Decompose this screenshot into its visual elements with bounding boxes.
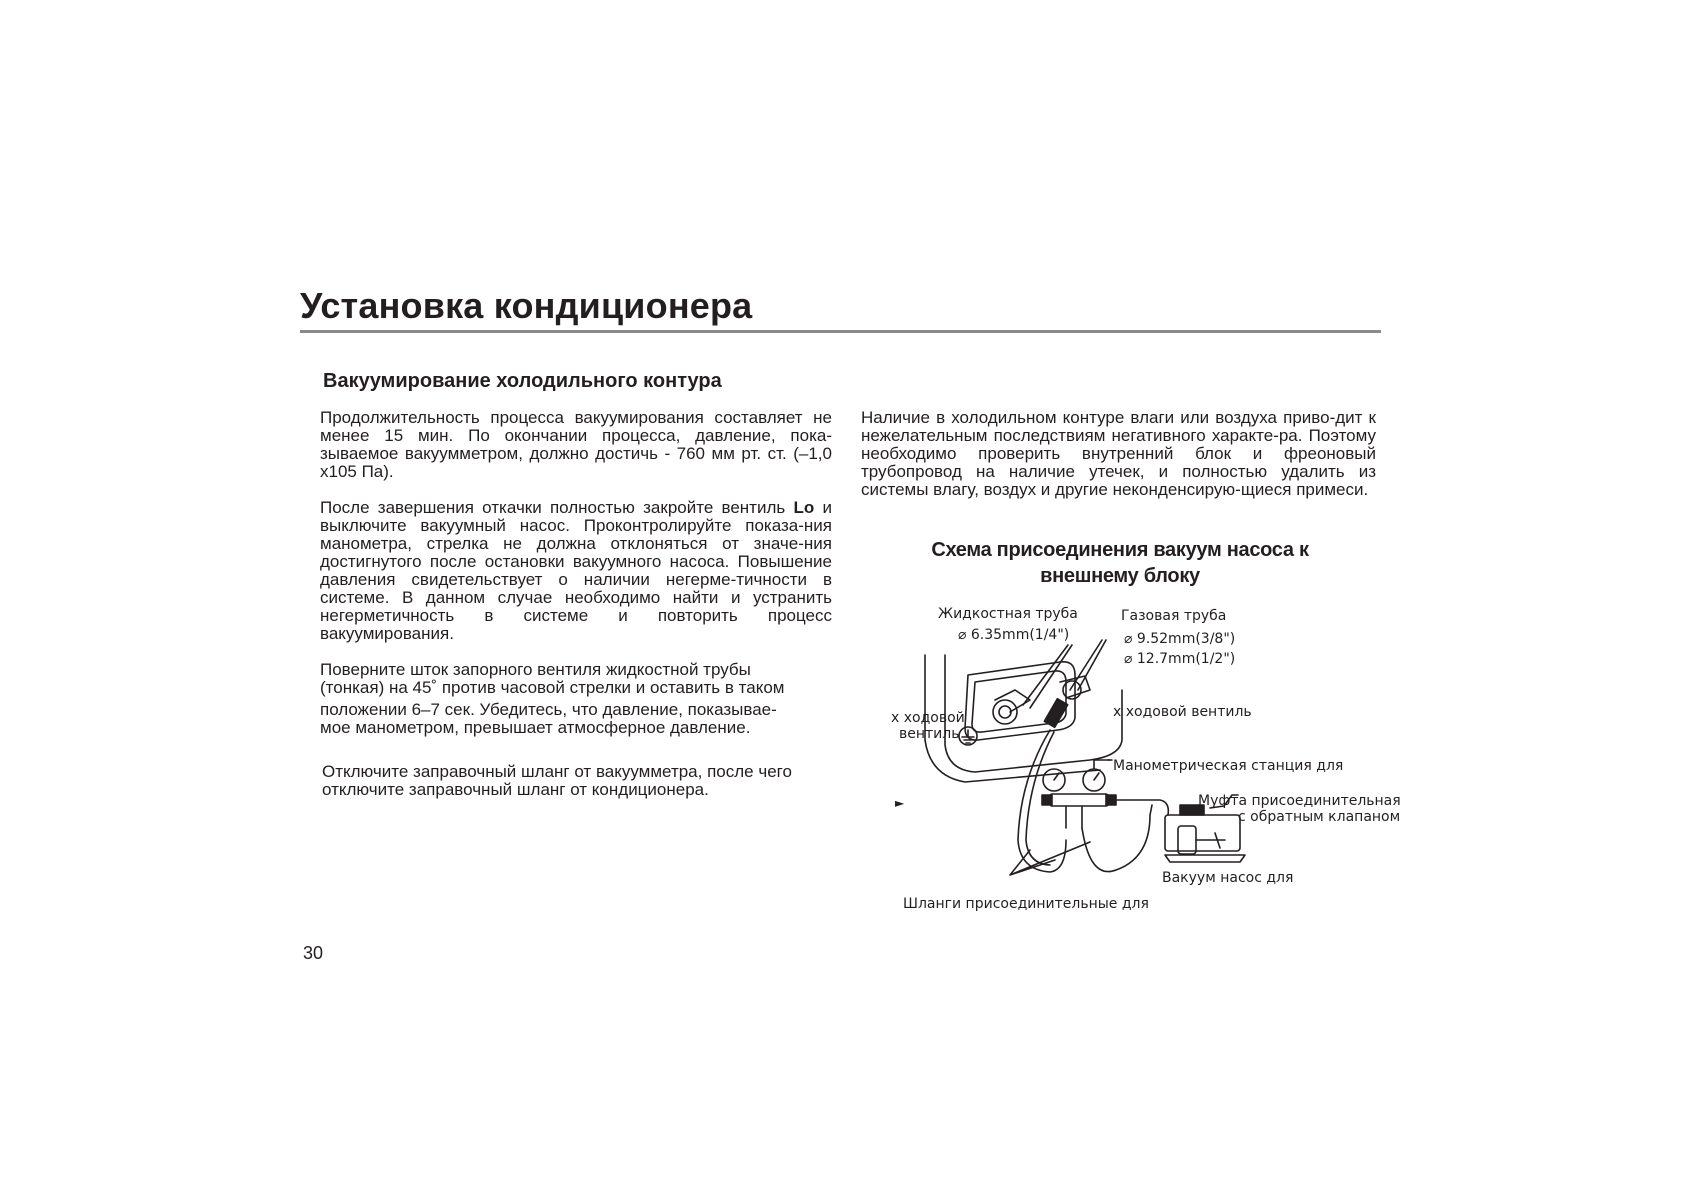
paragraph-rotate-line-1: Поверните шток запорного вентиля жидкостной трубы xyxy=(320,660,751,679)
paragraph-moisture-warning: Наличие в холодильном контуре влаги или воздуха приво-дит к нежелательным последствиям негативного характе-ра. Поэтому необходимо проверить внутренний блок и фреоновый трубопровод на наличие утечек, и полностью удалить из системы влагу, воздух и другие неконденсирую-щиеся примеси. xyxy=(861,408,1376,499)
liquid-pipe-size-label: ⌀ 6.35mm(1/4") xyxy=(958,627,1070,643)
hose-right xyxy=(1082,805,1152,872)
coupling-label-line-1: Муфта присоединительная xyxy=(1198,793,1401,809)
gas-pipe-line xyxy=(1070,640,1102,690)
paragraph-close-valve-rest: и выключите вакуумный насос. Проконтролируйте показа-ния манометра, стрелка не должна отклоняться от значе-ния достигнутого после остановки вакуумного насоса. Повышение давления свидетельствует о наличии негерме-тичности в системе. В данном случае необходимо найти и устранить негерметичность в системе и повторить процесс вакуумирования. xyxy=(320,498,832,643)
gas-pipe-label: Газовая труба xyxy=(1121,608,1227,624)
coupling-label-line-2: с обратным клапаном xyxy=(1238,809,1401,825)
page-title: Установка кондиционера xyxy=(300,285,753,326)
vacuum-pump-illustration xyxy=(1165,805,1245,862)
left-valve-label-line-1: x ходовой xyxy=(891,710,965,726)
paragraph-rotate-line-4: мое манометром, превышает атмосферное давление. xyxy=(320,718,751,737)
paragraph-duration: Продолжительность процесса вакуумирования составляет не менее 15 мин. По окончании процесса, давление, пока-зываемое вакуумметром, должно достичь - 760 мм рт. ст. (–1,0 x105 Па). xyxy=(320,408,832,481)
liquid-pipe-label: Жидкостная труба xyxy=(938,606,1078,622)
paragraph-disconnect-hose: Отключите заправочный шланг от вакуумметра, после чего отключите заправочный шланг от кондиционера. xyxy=(322,762,792,799)
diagram-title-line-1: Схема присоединения вакуум насоса к xyxy=(931,539,1309,561)
gas-pipe-size-2-label: ⌀ 12.7mm(1/2") xyxy=(1124,651,1236,667)
paragraph-rotate-line-3: положении 6–7 сек. Убедитесь, что давление, показывае- xyxy=(320,700,777,719)
gas-pipe-size-1-label: ⌀ 9.52mm(3/8") xyxy=(1124,631,1236,647)
hoses-label: Шланги присоединительные для xyxy=(903,896,1149,912)
manifold-gauge-set xyxy=(1042,760,1116,828)
right-valve-label: x ходовой вентиль xyxy=(1113,704,1252,720)
paragraph-close-valve-text: После завершения откачки полностью закройте вентиль xyxy=(320,498,794,517)
paragraph-rotate-line-2: (тонкая) на 45˚ против часовой стрелки и оставить в таком xyxy=(320,678,785,697)
page-number: 30 xyxy=(303,943,324,963)
service-port-fitting xyxy=(1044,699,1067,728)
pump-label: Вакуум насос для xyxy=(1162,870,1294,886)
manifold-label: Манометрическая станция для xyxy=(1113,758,1344,774)
arrow-marker: ► xyxy=(895,796,905,810)
section-heading: Вакуумирование холодильного контура xyxy=(323,370,722,392)
hose-to-pump xyxy=(1108,800,1168,815)
valve-lo-label: Lo xyxy=(793,498,815,517)
left-valve-label-line-2: вентиль xyxy=(899,726,960,742)
diagram-title-line-2: внешнему блоку xyxy=(1040,565,1200,587)
